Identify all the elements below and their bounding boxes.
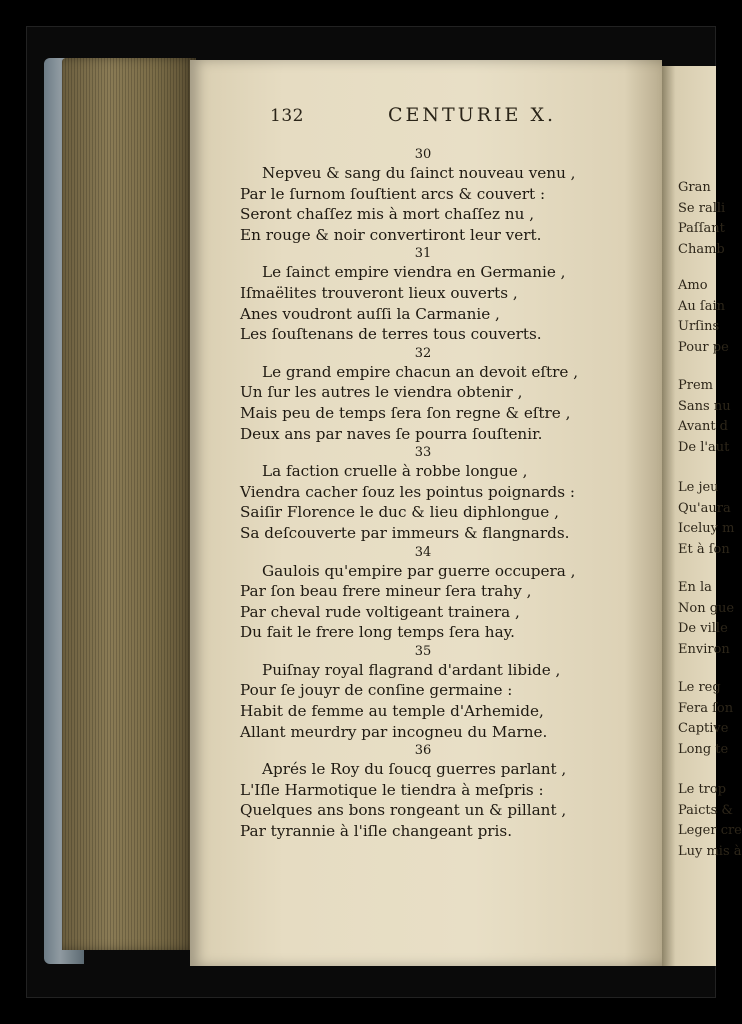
verse-line: Nepveu & sang du ſainct nouveau venu , <box>262 164 576 182</box>
facing-page-fragment: Au ſain <box>678 298 725 314</box>
verse-line: Habit de femme au temple d'Arhemide, <box>240 702 544 721</box>
facing-page-fragment: Paicts & <box>678 802 733 818</box>
verse-line: Iſmaëlites trouveront lieux ouverts , <box>240 283 518 302</box>
facing-page-fragment: Le reg <box>678 680 721 695</box>
quatrain-number: 33 <box>414 445 432 461</box>
facing-page-fragment: Le trop <box>678 782 727 797</box>
facing-page-fragment: Fera ſon <box>678 700 734 716</box>
verse-line: Anes voudront auſſi la Carmanie , <box>240 304 500 323</box>
verse-line: Sa deſcouverte par immeurs & flangnards. <box>240 523 570 542</box>
verse-line: Puiſnay royal flagrand d'ardant libide , <box>262 660 561 679</box>
quatrain <box>240 444 660 543</box>
verse-line: Allant meurdry par incogneu du Marne. <box>240 722 548 741</box>
quatrain-number: 30 <box>414 147 432 162</box>
facing-page-fragment: Gran <box>678 180 711 195</box>
page-header <box>270 106 600 130</box>
facing-page-fragment: Qu'aura <box>678 500 731 516</box>
quatrain-number: 32 <box>414 345 432 361</box>
quatrain <box>240 742 660 841</box>
facing-page-fragment: Urſins <box>678 319 720 334</box>
quatrain-number: 34 <box>414 544 432 560</box>
facing-page-fragment: Le jeu <box>678 480 719 495</box>
page-number: 132 <box>270 106 304 126</box>
verse-line: Seront chaſſez mis à mort chaſſez nu , <box>240 205 535 224</box>
verse-line: Gaulois qu'empire par guerre occupera , <box>262 561 576 580</box>
facing-page <box>662 66 742 966</box>
quatrain <box>240 544 660 643</box>
verse-line: Un ſur les autres le viendra obtenir , <box>240 383 523 402</box>
verse-line: Par cheval rude voltigeant trainera , <box>240 602 520 621</box>
verse-line: La faction cruelle à robbe longue , <box>262 462 528 481</box>
facing-page-fragment: Long te <box>678 741 729 757</box>
page-edges <box>62 58 196 950</box>
verse-line: Par le ſurnom ſouſtient arcs & couvert : <box>240 184 546 203</box>
facing-page-fragment: Captive <box>678 721 729 736</box>
quatrain-number: 31 <box>414 246 432 262</box>
verse-line: Deux ans par naves ſe pourra ſouſtenir. <box>240 424 543 443</box>
facing-page-fragment: Et à ſon <box>678 541 730 557</box>
verse-line: Les ſouſtenans de terres tous couverts. <box>240 325 542 344</box>
facing-page-fragment: En la <box>678 580 712 595</box>
verse-line: Mais peu de temps ſera ſon regne & eſtre , <box>240 403 571 422</box>
verse-line: Par tyrannie à l'iſle changeant pris. <box>240 822 513 841</box>
facing-page-fragment: Environ <box>678 641 730 657</box>
quatrain <box>240 643 660 742</box>
facing-page-fragment: Non gue <box>678 600 735 616</box>
facing-page-fragment: Luy mis à <box>678 843 742 859</box>
verse-text <box>240 146 660 842</box>
verse-line: Du fait le frere long temps ſera hay. <box>240 623 516 642</box>
quatrain <box>240 146 660 245</box>
quatrain <box>240 245 660 344</box>
facing-page-fragment: Se ralli <box>678 200 726 216</box>
facing-page-fragment: Avant d <box>678 419 729 434</box>
verse-line: Aprés le Roy du ſoucq guerres parlant , <box>262 760 567 779</box>
verse-line: Par ſon beau frere mineur ſera trahy , <box>240 582 532 601</box>
quatrain-number: 35 <box>414 643 432 659</box>
facing-page-fragment: Amo <box>678 278 708 293</box>
facing-page-fragment: Sans nu <box>678 398 731 414</box>
verse-line: Pour ſe jouyr de conſine germaine : <box>240 681 513 700</box>
quatrain <box>240 345 660 444</box>
facing-page-fragment: Pour pe <box>678 339 729 355</box>
verse-line: Le grand empire chacun an devoit eſtre , <box>262 362 579 381</box>
facing-page-fragment: Chamb <box>678 241 725 257</box>
verse-line: En rouge & noir convertiront leur vert. <box>240 225 542 244</box>
verse-line: Viendra cacher ſouz les pointus poignards : <box>240 482 575 501</box>
verse-line: Quelques ans bons rongeant un & pillant , <box>240 801 567 820</box>
facing-page-fragment: De l'aut <box>678 439 730 455</box>
verse-line: Saiſir Florence le duc & lieu diphlongue , <box>240 503 559 522</box>
running-head: CENTURIE X. <box>388 104 557 126</box>
facing-page-fragment: Iceluy m <box>678 521 735 536</box>
verse-line: L'Iſle Harmotique le tiendra à meſpris : <box>240 780 544 799</box>
facing-page-fragment: Leger cre <box>678 823 742 838</box>
verse-line: Le ſainct empire viendra en Germanie , <box>262 263 566 282</box>
facing-page-fragment: Paſſant <box>678 221 725 236</box>
facing-page-fragment: Prem <box>678 378 713 393</box>
facing-page-fragment: De ville <box>678 621 728 636</box>
quatrain-number: 36 <box>414 743 432 759</box>
